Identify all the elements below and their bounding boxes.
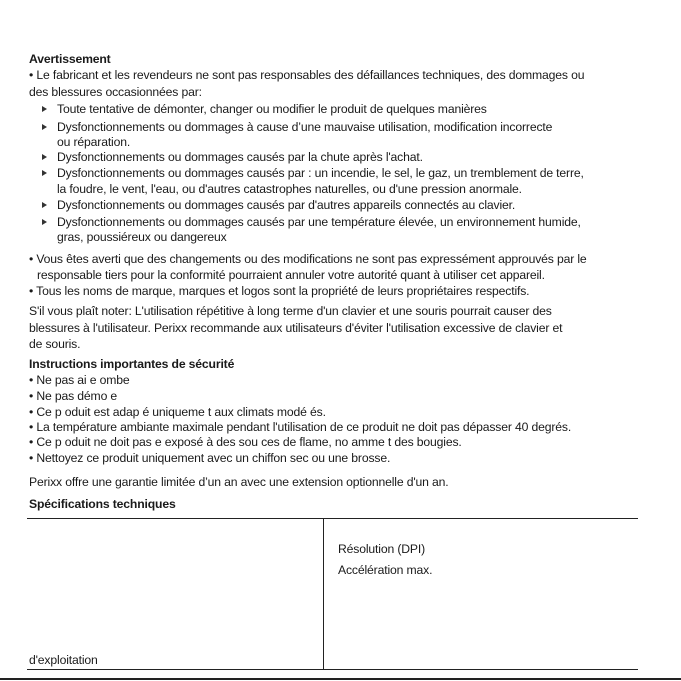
note-line3: de souris. xyxy=(29,337,81,351)
triangle-bullet-icon xyxy=(42,154,47,160)
warning-item-cont: la foudre, le vent, l'eau, ou d'autres catastrophes naturelles, ou d'une pression anormale. xyxy=(57,182,522,196)
triangle-bullet-icon xyxy=(42,106,47,112)
warning-item: Dysfonctionnements ou dommages causés par la chute après l'achat. xyxy=(57,150,423,164)
specs-table-bottom-border xyxy=(27,669,638,670)
warning-intro-line2: des blessures occasionnées par: xyxy=(29,85,202,99)
triangle-bullet-icon xyxy=(42,124,47,130)
specs-table-top-border xyxy=(27,518,638,519)
triangle-bullet-icon xyxy=(42,219,47,225)
safety-item: • Ne pas ai e ombe xyxy=(29,373,130,387)
spec-label-operating: d'exploitation xyxy=(29,653,98,667)
warning-item: Dysfonctionnements ou dommages à cause d’une mauvaise utilisation, modification incorrecte xyxy=(57,120,553,134)
warning-item: Dysfonctionnements ou dommages causés par d'autres appareils connectés au clavier. xyxy=(57,198,516,212)
warning-item: Toute tentative de démonter, changer ou modifier le produit de quelques manières xyxy=(57,102,487,116)
warning-item: Dysfonctionnements ou dommages causés par une température élevée, un environnement humide, xyxy=(57,215,581,229)
notice-line2: responsable tiers pour la conformité pourraient annuler votre autorité quant à utiliser cet appareil. xyxy=(37,268,545,282)
spec-label-resolution: Résolution (DPI) xyxy=(338,542,426,556)
warning-title: Avertissement xyxy=(29,52,111,66)
safety-item: • Ce p oduit est adap é uniqueme t aux climats modé és. xyxy=(29,405,326,419)
triangle-bullet-icon xyxy=(42,202,47,208)
note-line2: blessures à l'utilisateur. Perixx recommande aux utilisateurs d'éviter l'utilisation excessive de clavier et xyxy=(29,321,563,335)
warning-item-cont: ou réparation. xyxy=(57,135,131,149)
notice-line1: • Vous êtes averti que des changements ou des modifications ne sont pas expressément approuvés par le xyxy=(29,252,587,266)
warning-intro-line1: • Le fabricant et les revendeurs ne sont pas responsables des défaillances techniques, des dommages ou xyxy=(29,68,585,82)
triangle-bullet-icon xyxy=(42,170,47,176)
warning-item-cont: gras, poussiéreux ou dangereux xyxy=(57,230,227,244)
spec-label-acceleration: Accélération max. xyxy=(338,563,433,577)
warranty-text: Perixx offre une garantie limitée d’un an avec une extension optionnelle d'un an. xyxy=(29,475,449,489)
trademark-notice: • Tous les noms de marque, marques et logos sont la propriété de leurs propriétaires respectifs. xyxy=(29,284,530,298)
note-line1: S'il vous plaît noter: L'utilisation répétitive à long terme d'un clavier et une souris pourrait causer des xyxy=(29,304,552,318)
specs-table-column-divider xyxy=(323,518,324,670)
warning-item: Dysfonctionnements ou dommages causés par : un incendie, le sel, le gaz, un tremblement de terre, xyxy=(57,166,584,180)
page-bottom-edge xyxy=(0,678,681,680)
safety-title: Instructions importantes de sécurité xyxy=(29,357,235,371)
safety-item: • Ce p oduit ne doit pas e exposé à des sou ces de flame, no amme t des bougies. xyxy=(29,435,462,449)
safety-item: • Ne pas démo e xyxy=(29,389,118,403)
specs-title: Spécifications techniques xyxy=(29,497,176,511)
safety-item: • La température ambiante maximale pendant l'utilisation de ce produit ne doit pas dépasser 40 degrés. xyxy=(29,420,572,434)
safety-item: • Nettoyez ce produit uniquement avec un chiffon sec ou une brosse. xyxy=(29,451,391,465)
